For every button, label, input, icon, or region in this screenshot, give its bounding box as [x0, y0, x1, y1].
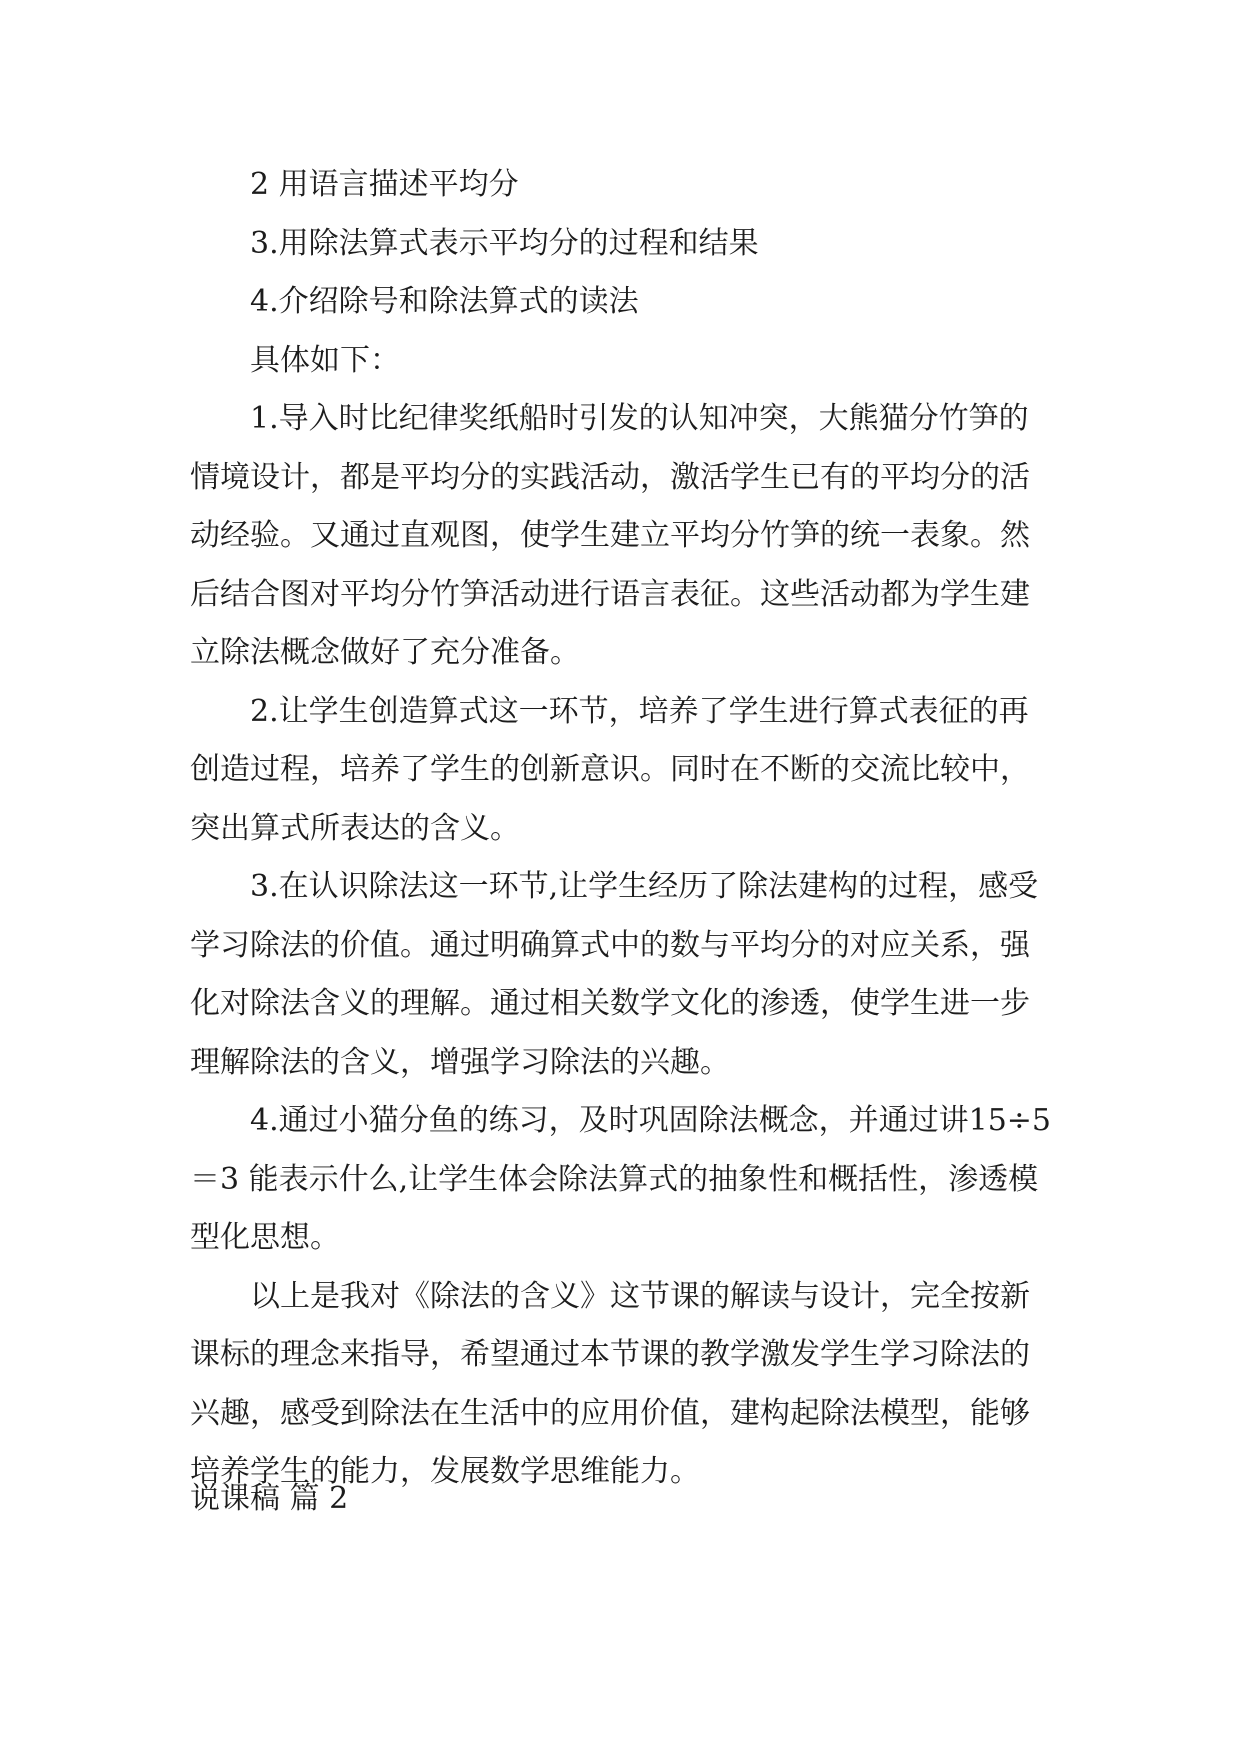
- paragraph: 2.让学生创造算式这一环节，培养了学生进行算式表征的再创造过程，培养了学生的创新意识。同时在不断的交流比较中，突出算式所表达的含义。: [190, 693, 1030, 846]
- paragraph: 4.介绍除号和除法算式的读法: [250, 284, 639, 319]
- paragraph: 2 用语言描述平均分: [250, 167, 519, 202]
- body-text: [190, 156, 1058, 1502]
- paragraph: 3.用除法算式表示平均分的过程和结果: [250, 225, 759, 261]
- paragraph: 具体如下：: [250, 342, 400, 378]
- section-heading: 说课稿 篇 2: [190, 1481, 349, 1516]
- paragraph: 4.通过小猫分鱼的练习，及时巩固除法概念，并通过讲15÷5＝3 能表示什么,让学生体会除法算式的抽象性和概括性，渗透模型化思想。: [190, 1103, 1052, 1255]
- paragraph: 3.在认识除法这一环节,让学生经历了除法建构的过程，感受学习除法的价值。通过明确算式中的数与平均分的对应关系，强化对除法含义的理解。通过相关数学文化的渗透，使学生进一步理解除法的含义，增强学习除法的兴趣。: [190, 869, 1039, 1080]
- paragraph: 1.导入时比纪律奖纸船时引发的认知冲突，大熊猫分竹笋的情境设计，都是平均分的实践活动，激活学生已有的平均分的活动经验。又通过直观图，使学生建立平均分竹笋的统一表象。然后结合图对平均分竹笋活动进行语言表征。这些活动都为学生建立除法概念做好了充分准备。: [190, 401, 1030, 670]
- paragraph: 以上是我对《除法的含义》这节课的解读与设计，完全按新课标的理念来指导，希望通过本节课的教学激发学生学习除法的兴趣，感受到除法在生活中的应用价值，建构起除法模型，能够培养学生的能力，发展数学思维能力。: [190, 1278, 1030, 1489]
